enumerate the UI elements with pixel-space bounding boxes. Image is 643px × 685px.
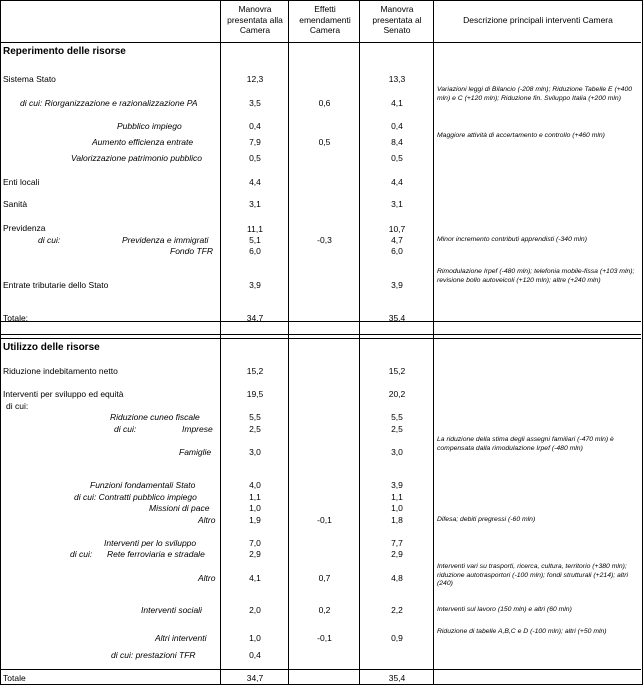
value-senato: 2,9 [391,549,403,559]
row-description: La riduzione della stima degli assegni familiari (-470 mln) è compensata dalla rimodulazione Irpef (-480 mln) [437,436,614,452]
column-divider [433,0,434,684]
value-senato: 7,7 [391,538,403,548]
value-senato: 2,5 [391,424,403,434]
row-label: Missioni di pace [149,503,210,513]
header-col-descrizione: Descrizione principali interventi Camera [463,15,613,25]
value-senato: 3,0 [391,447,403,457]
total-senato: 35,4 [388,313,406,323]
value-camera: 15,2 [246,366,264,376]
row-label: Interventi sociali [141,605,202,615]
row-description: Rimodulazione Irpef (-480 mln); telefonia mobile-fissa (+103 mln); revisione bollo autoveicoli (+120 mln); altre (+240 mln) [437,268,635,284]
value-emendamenti: 0,5 [318,137,331,147]
totale-divider [0,321,641,322]
total-label: Totale: [3,313,29,323]
value-camera: 19,5 [246,389,264,399]
value-emendamenti: 0,2 [318,605,331,615]
value-senato: 1,8 [391,515,403,525]
row-label: Altro [198,515,216,525]
value-camera: 5,5 [249,412,261,422]
row-description: Minor incremento contributi apprendisti (-340 mln) [437,236,587,243]
row-label: Famiglie [179,447,212,457]
value-senato: 0,9 [391,633,403,643]
row-label: Sistema Stato [3,74,56,84]
value-senato: 6,0 [391,246,403,256]
value-camera: 1,9 [249,515,261,525]
total-camera: 34,7 [246,673,264,683]
value-camera: 3,1 [249,199,261,209]
value-camera: 5,1 [249,235,261,245]
value-camera: 1,0 [249,503,261,513]
row-label: Riduzione cuneo fiscale [110,412,200,422]
header-col-emendamenti: Effetti emendamenti Camera [299,4,351,35]
value-senato: 15,2 [388,366,406,376]
value-senato: 1,1 [391,492,403,502]
total-senato: 35,4 [388,673,406,683]
row-label: Riduzione indebitamento netto [3,366,118,376]
value-senato: 4,1 [391,98,403,108]
row-label: Altri interventi [155,633,207,643]
row-label: Previdenza [3,223,46,233]
row-label: Enti locali [3,177,40,187]
row-label-prefix: di cui: [114,424,137,434]
value-camera: 2,9 [249,549,261,559]
value-senato: 8,4 [391,137,403,147]
section-title: Reperimento delle risorse [3,46,126,57]
value-camera: 3,9 [249,280,261,290]
header-divider [0,42,641,43]
row-label: Previdenza e immigrati [122,235,209,245]
row-label: di cui: Riorganizzazione e razionalizzazione PA [20,98,198,108]
row-label: Funzioni fondamentali Stato [90,480,196,490]
row-description: Interventi vari su trasporti, ricerca, cultura, territorio (+380 mln); riduzione autotrasportori (-100 mln); fondi strutturali (+214); altri (240) [437,563,628,588]
value-senato: 13,3 [388,74,406,84]
value-camera: 2,5 [249,424,261,434]
value-senato: 3,1 [391,199,403,209]
row-label: Altro [198,573,216,583]
value-emendamenti: 0,7 [318,573,331,583]
column-divider [288,0,289,684]
row-label: Interventi per sviluppo ed equità [3,389,124,399]
column-divider [220,0,221,684]
row-label: Entrate tributarie dello Stato [3,280,109,290]
row-label: di cui: Contratti pubblico impiego [74,492,197,502]
value-senato: 1,0 [391,503,403,513]
value-senato: 20,2 [388,389,406,399]
row-label: Interventi per lo sviluppo [104,538,197,548]
value-senato: 0,4 [391,121,403,131]
value-camera: 7,9 [249,137,261,147]
row-label: Aumento efficienza entrate [92,137,194,147]
row-description: Difesa; debiti pregressi (-60 mln) [437,516,536,523]
value-camera: 6,0 [249,246,261,256]
value-camera: 4,0 [249,480,261,490]
value-camera: 7,0 [249,538,261,548]
row-description: Maggiore attività di accertamento e controllo (+460 mln) [437,132,605,139]
column-divider [359,0,360,684]
row-label: di cui: [6,401,29,411]
value-senato: 3,9 [391,480,403,490]
value-camera: 1,0 [249,633,261,643]
header-col-senato: Manovra presentata al Senato [372,4,422,35]
value-camera: 2,0 [249,605,261,615]
value-camera: 0,4 [249,121,261,131]
value-emendamenti: -0,3 [317,235,332,245]
value-senato: 2,2 [391,605,403,615]
value-senato: 4,7 [391,235,403,245]
value-emendamenti: -0,1 [317,515,332,525]
row-label: Rete ferroviaria e stradale [107,549,205,559]
value-emendamenti: -0,1 [317,633,332,643]
row-description: Variazioni leggi di Bilancio (-208 mln); Riduzione Tabelle E (+400 mln) e C (+120 mln); Riduzione fin. Sviluppo Italia (+200 mln) [437,86,633,102]
row-label-prefix: di cui: [70,549,93,559]
value-senato: 3,9 [391,280,403,290]
value-emendamenti: 0,6 [318,98,331,108]
section-divider [0,334,641,335]
row-label-prefix: di cui: [38,235,61,245]
value-camera: 0,5 [249,153,261,163]
row-label: di cui: prestazioni TFR [111,650,196,660]
value-camera: 3,0 [249,447,261,457]
total-camera: 34,7 [246,313,264,323]
value-camera: 3,5 [249,98,261,108]
value-camera: 11,1 [247,224,263,234]
value-senato: 5,5 [391,412,403,422]
totale-divider [0,669,641,670]
value-camera: 0,4 [249,650,261,660]
header-col-camera: Manovra presentata alla Camera [227,4,283,35]
row-label: Valorizzazione patrimonio pubblico [71,153,203,163]
row-description: Riduzione di tabelle A,B,C e D (-100 mln); altri (+50 mln) [437,628,607,635]
value-camera: 1,1 [249,492,261,502]
value-senato: 4,4 [391,177,403,187]
row-label: Sanità [3,199,28,209]
value-camera: 4,4 [249,177,261,187]
value-camera: 12,3 [246,74,264,84]
row-label: Pubblico impiego [117,121,182,131]
row-label: Fondo TFR [170,246,213,256]
total-label: Totale [3,673,26,683]
value-senato: 0,5 [391,153,403,163]
row-description: Interventi sul lavoro (150 mln) e altri (60 mln) [437,606,572,613]
value-camera: 4,1 [249,573,261,583]
value-senato: 10,7 [388,224,406,234]
section-title: Utilizzo delle risorse [3,342,100,353]
row-label: Imprese [182,424,213,434]
section-divider [0,338,641,339]
value-senato: 4,8 [391,573,403,583]
